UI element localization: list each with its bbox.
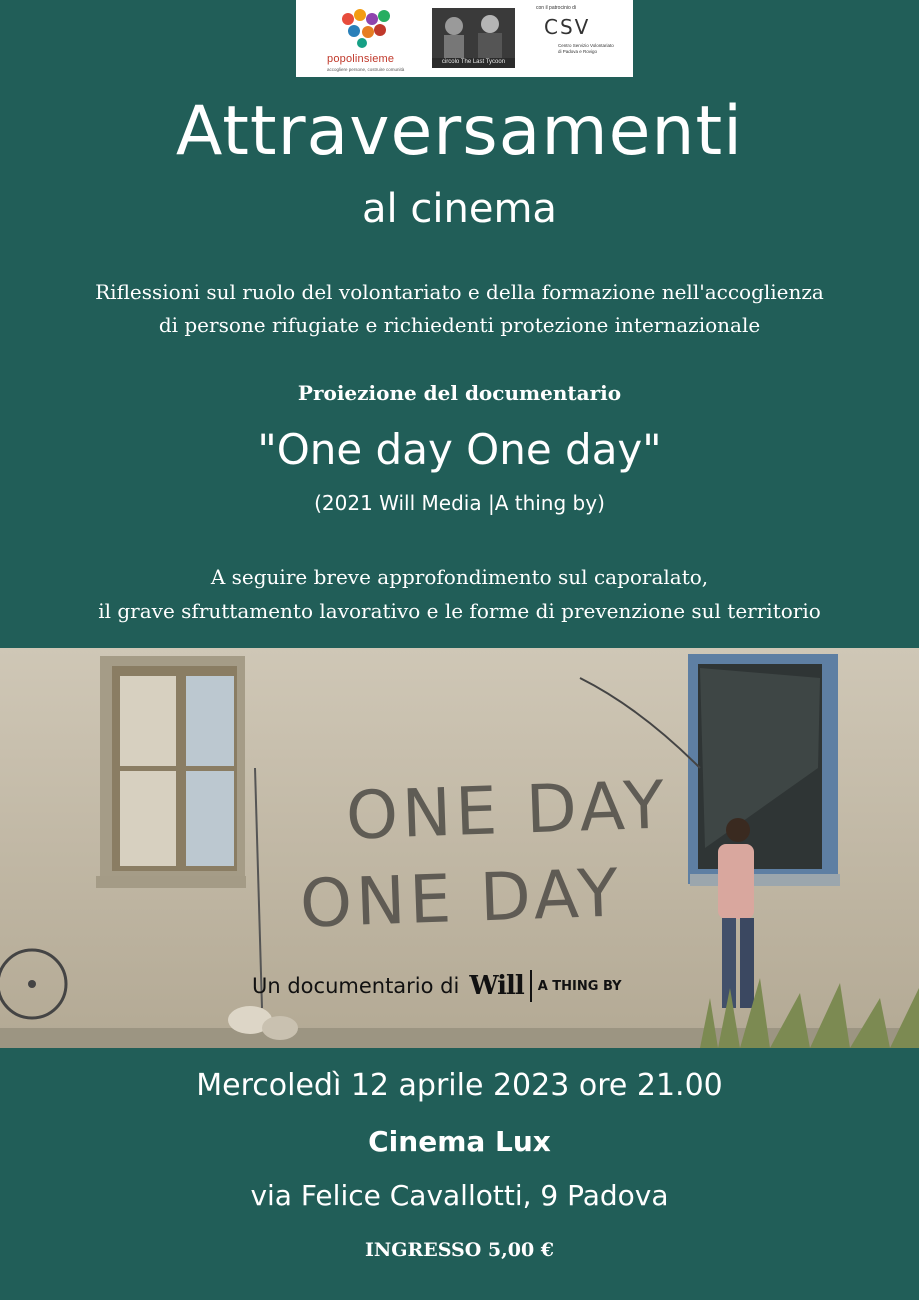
event-address: via Felice Cavallotti, 9 Padova (250, 1179, 669, 1212)
graffiti-line-1: ONE DAY (344, 766, 670, 855)
popolinsieme-name: popolinsieme (327, 53, 395, 65)
intro-text (40, 276, 879, 342)
film-title: "One day One day" (257, 425, 662, 474)
intro-line: Riflessioni sul ruolo del volontariato e della formazione nell'accoglienza (95, 280, 824, 304)
popolinsieme-logo (308, 5, 424, 73)
caption-divider (530, 970, 532, 1002)
csv-mark: CSV (544, 15, 591, 39)
a-thing-by-logo: A THING BY (537, 978, 622, 994)
caption-text: Un documentario di (252, 974, 460, 998)
csv-description: Centro Servizio Volontariato di Padova e Rovigo (558, 43, 614, 54)
will-studio-logo: Will (469, 971, 524, 1001)
intro-line: di persone rifugiate e richiedenti protezione internazionale (158, 313, 761, 337)
event-venue: Cinema Lux (368, 1125, 551, 1158)
documentary-still (0, 648, 919, 1048)
followup-line: il grave sfruttamento lavorativo e le forme di prevenzione sul territorio (98, 599, 821, 623)
ticket-price: INGRESSO 5,00 € (364, 1239, 555, 1261)
event-date: Mercoledì 12 aprile 2023 ore 21.00 (196, 1068, 723, 1103)
film-still-icon (432, 8, 515, 58)
poster-title: Attraversamenti (175, 92, 744, 171)
followup-text (20, 560, 899, 628)
csv-logo (536, 5, 626, 73)
documentary-caption (252, 970, 622, 1002)
colorful-people-icon (308, 5, 424, 51)
followup-line: A seguire breve approfondimento sul caporalato, (210, 565, 709, 589)
popolinsieme-tagline: accogliere persone, costruire comunità (327, 67, 405, 72)
graffiti-line-2: ONE DAY (298, 854, 624, 943)
film-credit: (2021 Will Media |A thing by) (314, 491, 605, 515)
partner-logos (296, 0, 633, 77)
last-tycoon-name: circolo The Last Tycoon (441, 59, 506, 65)
projection-label: Proiezione del documentario (297, 381, 622, 405)
csv-prefix: con il patrocinio di (536, 5, 577, 11)
poster-subtitle: al cinema (362, 186, 557, 232)
last-tycoon-logo (432, 8, 515, 68)
